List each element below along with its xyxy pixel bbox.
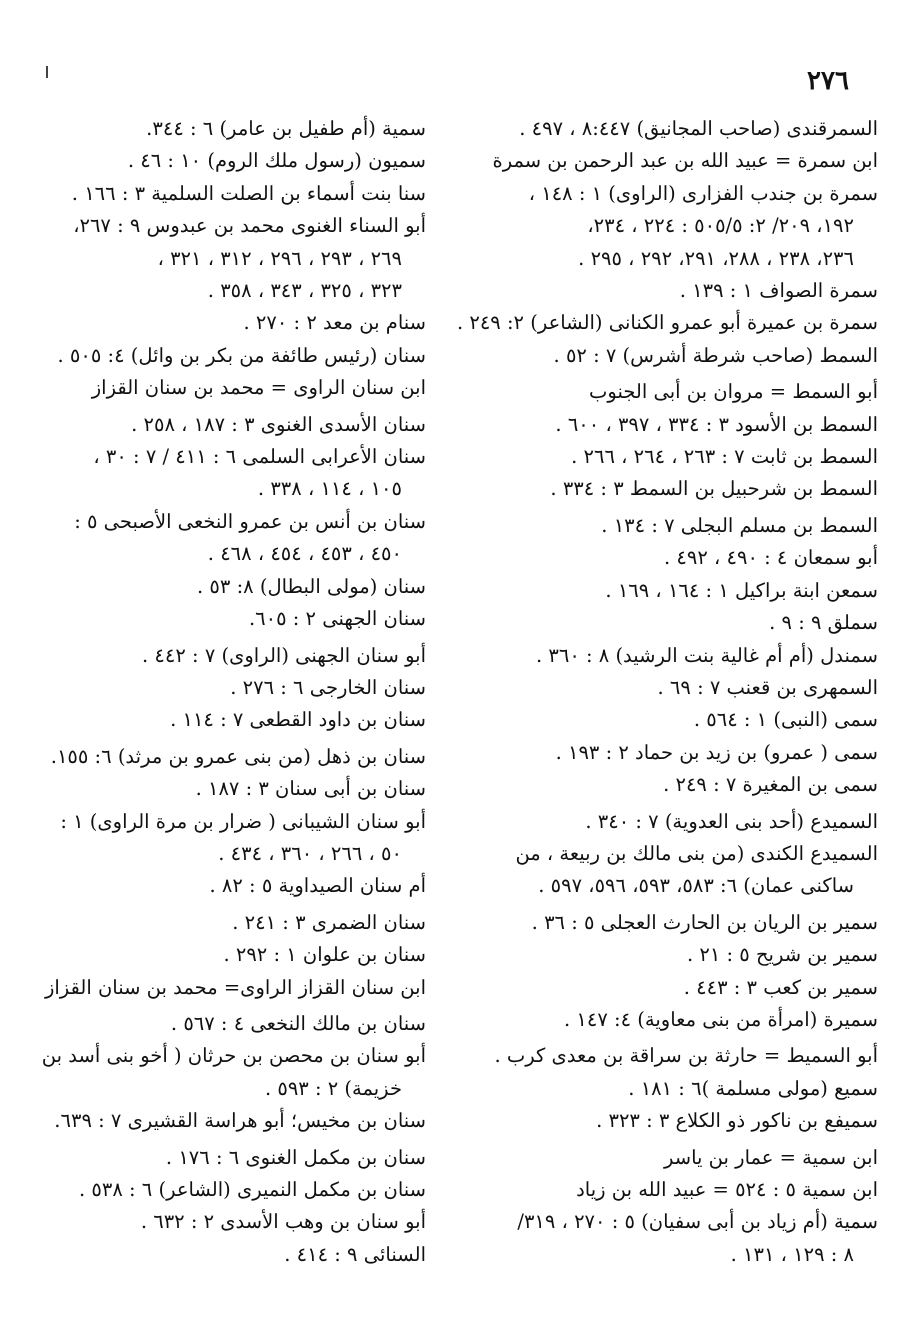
index-entry: سمير بن كعب ٣ : ٤٤٣ .: [683, 975, 878, 999]
index-entry: سمير بن الريان بن الحارث العجلى ٥ : ٣٦ .: [531, 910, 878, 934]
index-entry: سميع (مولى مسلمة )٦ : ١٨١ .: [628, 1076, 878, 1100]
index-entry: سنان بن داود القطعى ٧ : ١١٤ .: [170, 708, 426, 732]
index-entry: سنان بن مالك النخعى ٤ : ٥٦٧ .: [170, 1011, 426, 1035]
index-entry: سنان بن أنس بن عمرو النخعى الأصبحى ٥ :: [74, 509, 426, 533]
index-entry: السمط (صاحب شرطة أشرس) ٧ : ٥٢ .: [553, 343, 878, 367]
margin-mark: [46, 66, 48, 78]
index-entry: أبو سنان الشيبانى ( ضرار بن مرة الراوى) ١ :: [60, 809, 426, 833]
page-number: ٢٧٦: [807, 66, 849, 96]
index-entry: سنان بن ذهل (من بنى عمرو بن مرثد) ٦: ١٥٥.: [50, 744, 426, 768]
index-entry: سمندل (أم أم غالية بنت الرشيد) ٨ : ٣٦٠ .: [535, 643, 878, 667]
index-entry: سميون (رسول ملك الروم) ١٠ : ٤٦ .: [127, 149, 426, 173]
index-entry: سمى بن المغيرة ٧ : ٢٤٩ .: [663, 773, 878, 797]
index-entry: ابن سمية = عمار بن ياسر: [664, 1145, 878, 1169]
index-entry: أبو السناء الغنوى محمد بن عبدوس ٩ : ٢٦٧،: [73, 214, 426, 238]
index-entry: سنان الجهنى ٢ : ٦٠٥.: [248, 607, 426, 631]
index-entry: سنان الأسدى الغنوى ٣ : ١٨٧ ، ٢٥٨ .: [131, 412, 426, 436]
index-entry: سمرة بن عميرة أبو عمرو الكنانى (الشاعر) ٢: ٢٤٩ .: [456, 311, 878, 335]
index-entry: سميفع بن ناكور ذو الكلاع ٣ : ٣٢٣ .: [596, 1109, 878, 1133]
index-entry: سنان الضمرى ٣ : ٢٤١ .: [232, 910, 426, 934]
index-entry: سنا بنت أسماء بن الصلت السلمية ٣ : ١٦٦ .: [71, 181, 426, 205]
index-entry: السمرقندى (صاحب المجانيق) ٨:٤٤٧ ، ٤٩٧ .: [519, 117, 878, 140]
index-entry-continuation: ٣٢٣ ، ٣٢٥ ، ٣٤٣ ، ٣٥٨ .: [207, 279, 402, 303]
index-entry: السمط بن ثابت ٧ : ٢٦٣ ، ٢٦٤ ، ٢٦٦ .: [571, 445, 878, 469]
index-entry: أبو سنان الجهنى (الراوى) ٧ : ٤٤٢ .: [142, 643, 426, 667]
index-entry: السمط بن الأسود ٣ : ٣٣٤ ، ٣٩٧ ، ٦٠٠ .: [555, 412, 878, 436]
index-entry: السميدع (أحد بنى العدوية) ٧ : ٣٤٠ .: [585, 809, 878, 833]
index-entry: سنان (رئيس طائفة من بكر بن وائل) ٤: ٥٠٥ .: [57, 343, 426, 367]
index-entry: سنام بن معد ٢ : ٢٧٠ .: [243, 311, 426, 335]
index-entry: أم سنان الصيداوية ٥ : ٨٢ .: [209, 874, 426, 898]
index-column-left: [16, 113, 426, 1271]
index-entry: سمى (النبى) ١ : ٥٦٤ .: [693, 708, 878, 732]
index-entry-continuation: خزيمة) ٢ : ٥٩٣ .: [264, 1076, 402, 1100]
index-entry: أبو السميط = حارثة بن سراقة بن معدى كرب .: [494, 1044, 878, 1068]
index-entry-continuation: ١٩٢، ٢٠٩/ ٢: ٥٠٥/٥ : ٢٢٤ ، ٢٣٤،: [587, 214, 854, 238]
index-entry: ابن سنان الراوى = محمد بن سنان القزاز: [91, 376, 426, 400]
index-entry: أبو سنان بن محصن بن حرثان ( أخو بنى أسد بن: [41, 1044, 426, 1068]
index-entry-continuation: ٢٦٩ ، ٢٩٣ ، ٢٩٦ ، ٣١٢ ، ٣٢١ ،: [157, 246, 402, 270]
index-entry: سنان الخارجى ٦ : ٢٧٦ .: [230, 675, 426, 699]
index-entry: ابن سنان القزاز الراوى= محمد بن سنان القزاز: [44, 975, 426, 999]
index-entry: سمى ( عمرو) بن زيد بن حماد ٢ : ١٩٣ .: [555, 740, 878, 764]
index-entry: أبو سمعان ٤ : ٤٩٠ ، ٤٩٢ .: [663, 546, 878, 570]
index-entry: سنان (مولى البطال) ٨: ٥٣ .: [197, 574, 426, 598]
index-entry-continuation: ساكنى عمان) ٦: ٥٨٣، ٥٩٣، ٥٩٦، ٥٩٧ .: [538, 874, 854, 898]
index-entry-continuation: ٨ : ١٢٩ ، ١٣١ .: [730, 1242, 854, 1266]
index-entry: السميدع الكندى (من بنى مالك بن ربيعة ، من: [515, 841, 878, 865]
index-entry: سميرة (امرأة من بنى معاوية) ٤: ١٤٧ .: [564, 1007, 878, 1031]
index-entry-continuation: ١٠٥ ، ١١٤ ، ٣٣٨ .: [257, 477, 402, 501]
index-entry: السمط بن مسلم البجلى ٧ : ١٣٤ .: [601, 513, 878, 537]
index-entry: سمرة الصواف ١ : ١٣٩ .: [679, 279, 878, 303]
index-entry: ابن سمية ٥ : ٥٢٤ = عبيد الله بن زياد: [576, 1178, 878, 1201]
index-entry: سمية (أم زياد بن أبى سفيان) ٥ : ٢٧٠ ، ٣١٩/: [517, 1210, 878, 1234]
index-entry: سمير بن شريح ٥ : ٢١ .: [686, 943, 878, 967]
index-entry: سمعن ابنة براكيل ١ : ١٦٤ ، ١٦٩ .: [605, 578, 878, 602]
index-entry: سنان الأعرابى السلمى ٦ : ٤١١ / ٧ : ٣٠ ،: [93, 445, 426, 469]
index-entry: سنان بن مكمل النميرى (الشاعر) ٦ : ٥٣٨ .: [78, 1178, 426, 1201]
index-entry: سنان بن مخيس؛ أبو هراسة القشيرى ٧ : ٦٣٩.: [54, 1109, 426, 1133]
index-entry: سمية (أم طفيل بن عامر) ٦ : ٣٤٤.: [146, 117, 426, 140]
index-entry: سمرة بن جندب الفزارى (الراوى) ١ : ١٤٨ ،: [528, 181, 878, 205]
index-entry: سنان بن مكمل الغنوى ٦ : ١٧٦ .: [165, 1145, 426, 1169]
index-entry: سملق ٩ : ٩ .: [769, 611, 878, 635]
index-entry: أبو سنان بن وهب الأسدى ٢ : ٦٣٢ .: [140, 1210, 426, 1234]
index-entry-continuation: ٢٣٦، ٢٣٨ ، ٢٨٨، ٢٩١، ٢٩٢ ، ٢٩٥ .: [578, 246, 854, 270]
index-entry: ابن سمرة = عبيد الله بن عبد الرحمن بن سمرة: [492, 149, 878, 173]
index-entry: سنان بن أبى سنان ٣ : ١٨٧ .: [195, 777, 426, 801]
index-entry: سنان بن علوان ١ : ٢٩٢ .: [223, 943, 426, 967]
index-entry-continuation: ٥٠ ، ٢٦٦ ، ٣٦٠ ، ٤٣٤ .: [218, 841, 402, 865]
index-entry: السنائى ٩ : ٤١٤ .: [284, 1242, 426, 1266]
index-column-right: [456, 113, 878, 1271]
index-entry: أبو السمط = مروان بن أبى الجنوب: [589, 380, 878, 404]
index-entry: السمط بن شرحبيل بن السمط ٣ : ٣٣٤ .: [550, 477, 878, 501]
index-entry-continuation: ٤٥٠ ، ٤٥٣ ، ٤٥٤ ، ٤٦٨ .: [207, 542, 402, 566]
index-entry: السمهرى بن قعنب ٧ : ٦٩ .: [657, 675, 878, 699]
